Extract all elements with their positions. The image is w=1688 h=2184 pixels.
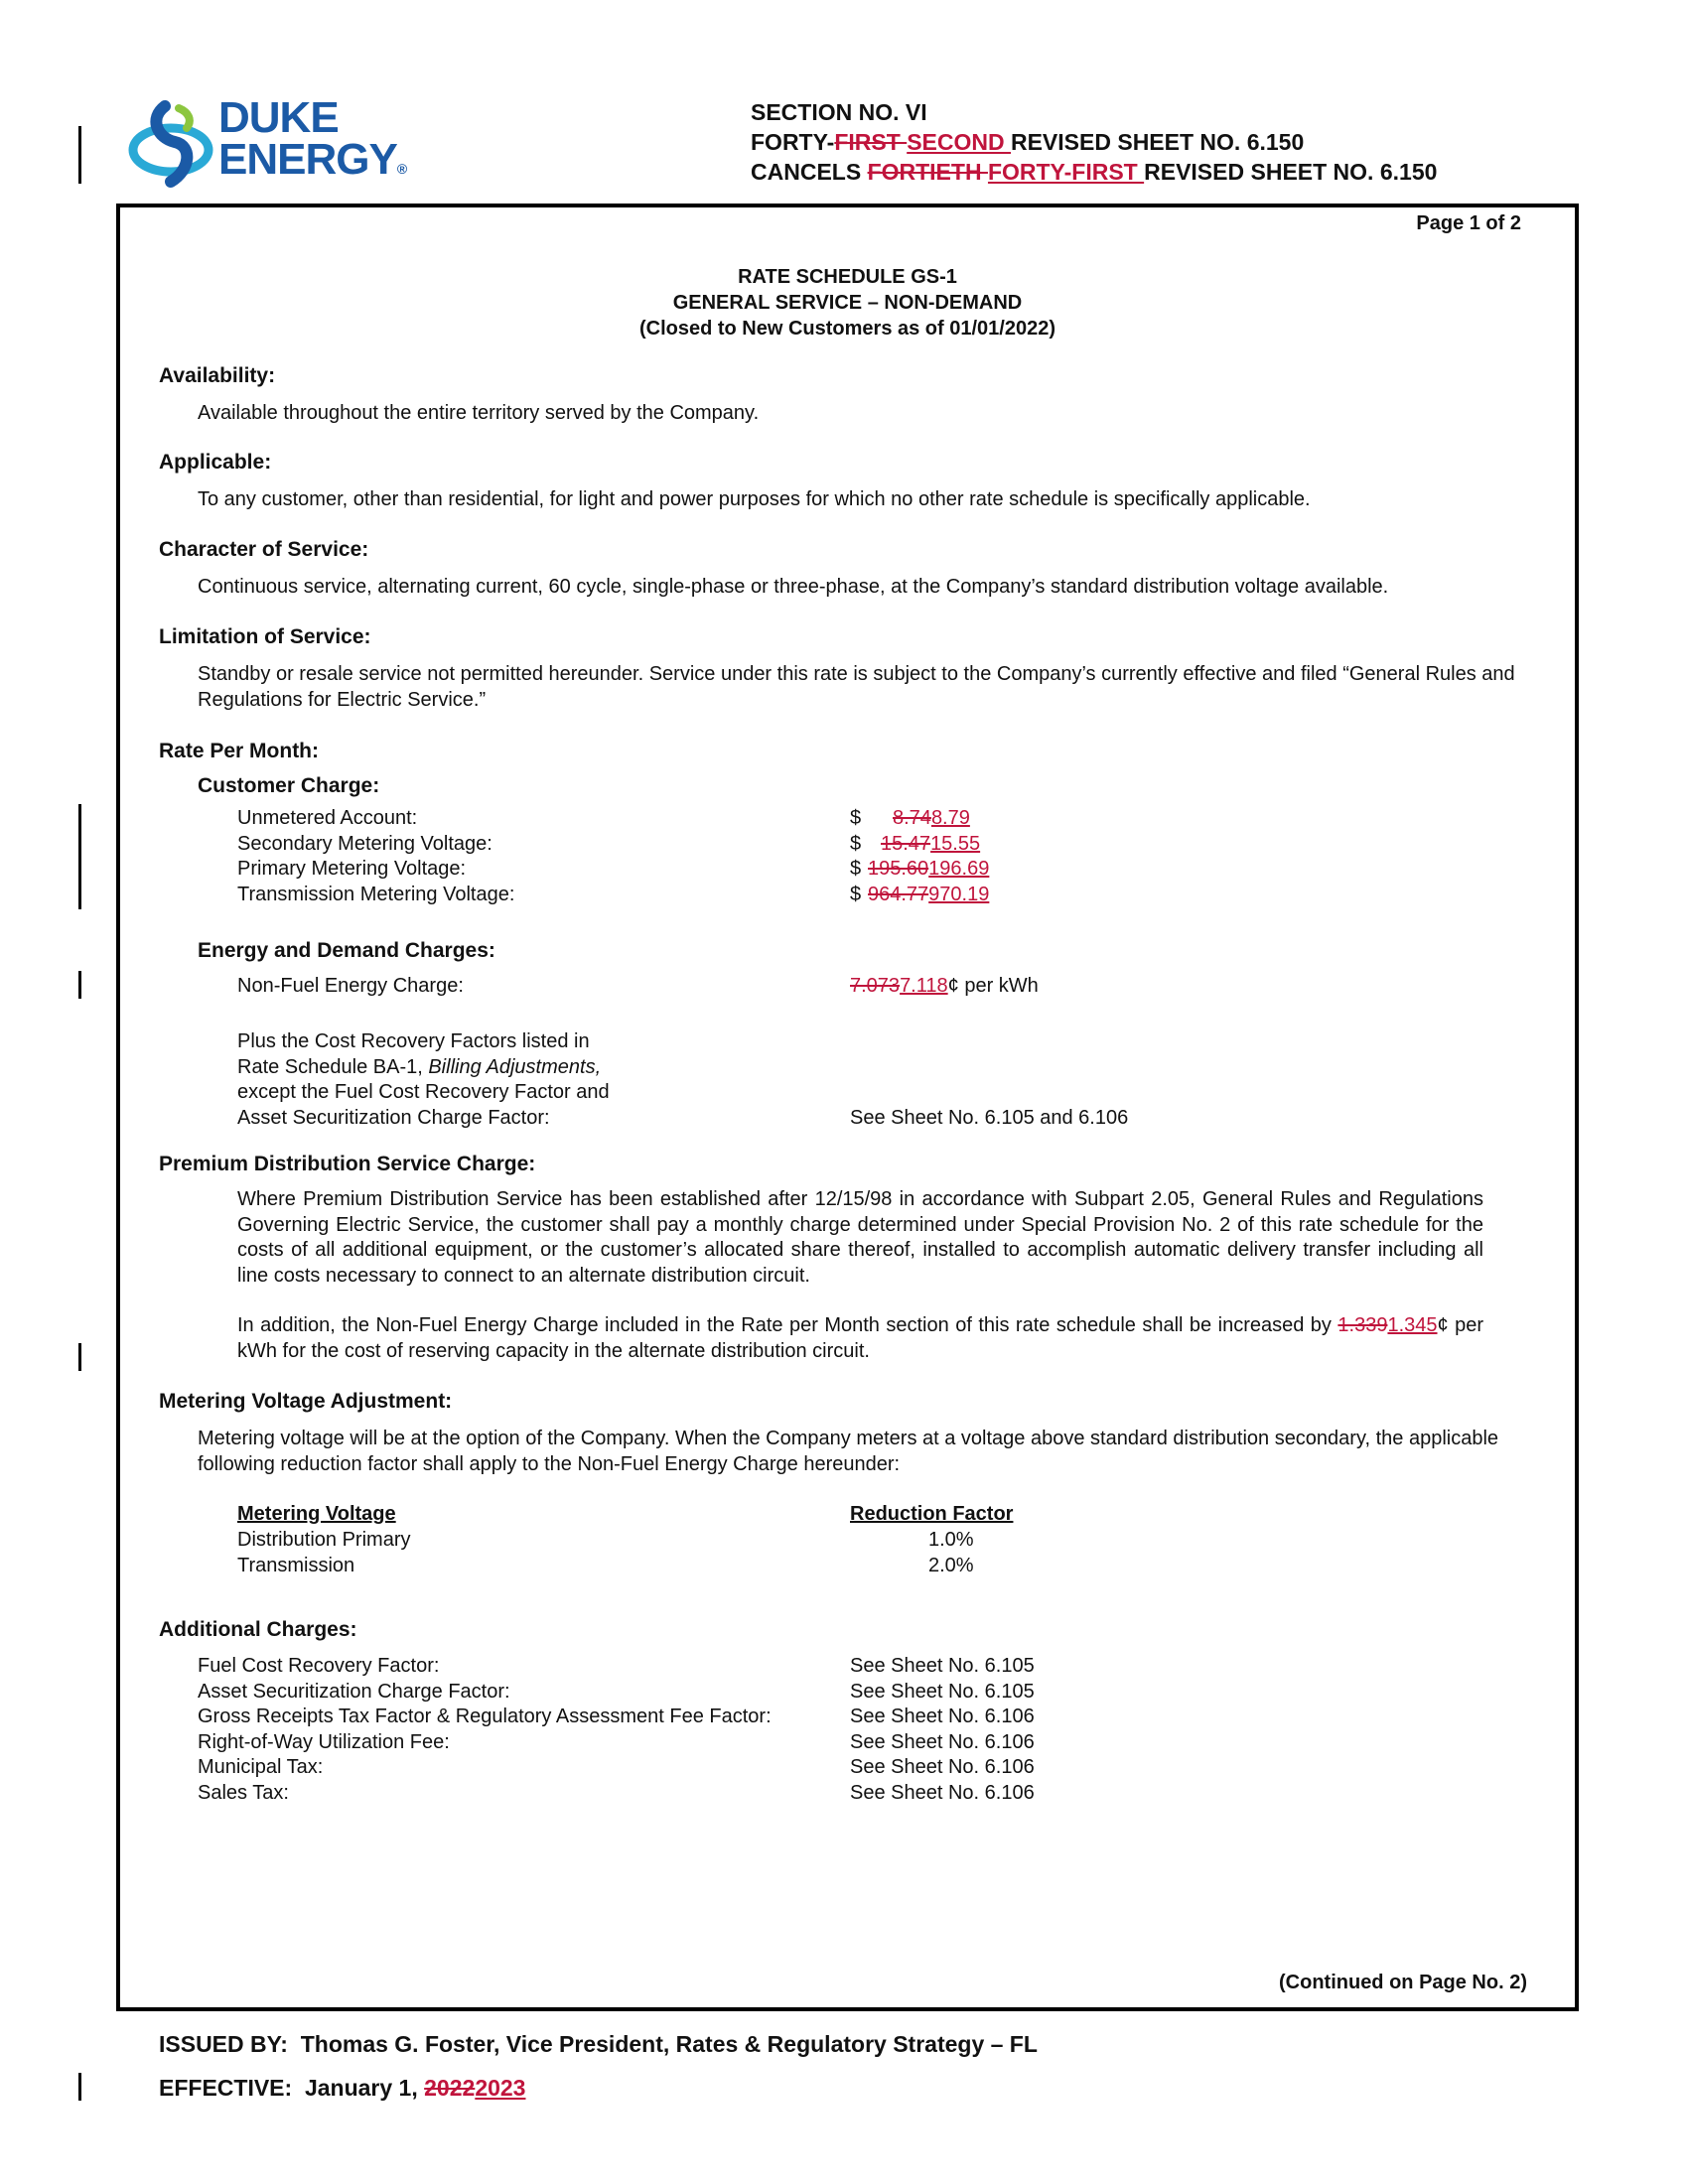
customer-charge-row [237,857,1131,883]
effective-date [159,2075,525,2102]
availability-heading: Availability: [159,364,276,387]
nonfuel-value [850,974,1039,1000]
metering-table-header [237,1502,1131,1528]
additional-row [198,1654,1191,1680]
rate-schedule-title [116,264,1579,341]
cost-recovery-line-2a: Rate Schedule BA-1, [237,1055,429,1078]
registered-mark: ® [396,161,407,177]
cost-recovery-note [237,1029,1131,1131]
charge-label: Unmetered Account: [237,807,418,829]
change-bar-customer-charge [78,804,81,909]
logo-line-2 [218,135,407,191]
change-bar-header [78,126,81,184]
charge-new-value: 15.55 [930,832,981,855]
premium-p2-b: ¢ per kWh for the cost of reserving capacity in the alternate distribution circuit. [237,1314,1483,1362]
col-reduction-factor: Reduction Factor [850,1503,1014,1525]
metering-heading: Metering Voltage Adjustment: [159,1390,453,1413]
metering-row [237,1528,1131,1554]
applicable-text: To any customer, other than residential, for light and power purposes for which no other rate schedule is specifically applicable. [198,488,1311,510]
charge-new-value: 196.69 [928,858,990,880]
additional-row [198,1730,1191,1756]
logo-line-2-text: ENERGY [218,135,397,184]
title-line-1: RATE SCHEDULE GS-1 [738,266,957,288]
revised-deleted: FIRST [834,129,908,155]
premium-paragraph-1: Where Premium Distribution Service has been established after 12/15/98 in accordance with Subpart 2.05, General Rules and Regulations Governing Electric Service, the customer shall pay a monthly charge determined under Special Provision No. 2 of this rate schedule for the costs of all additional equipment, or the customer’s allocated share thereof, installed to accomplish automatic delivery transfer including all line costs necessary to connect to an alternate distribution circuit. [237,1188,1483,1287]
change-bar-nonfuel [78,971,81,999]
customer-charge-row [237,883,1131,908]
rate-heading: Rate Per Month: [159,740,320,762]
nonfuel-new-value: 7.118 [900,975,948,997]
cost-recovery-line-4 [237,1106,1131,1132]
cancels-prefix: CANCELS [751,159,868,185]
charge-new-value: 970.19 [928,883,990,905]
logo-icon [127,98,218,190]
additional-row [198,1680,1191,1706]
revised-inserted: SECOND [907,129,1011,155]
charge-currency: $ [850,858,862,880]
title-line-3: (Closed to New Customers as of 01/01/2022) [638,318,1056,340]
metering-table [237,1502,1131,1578]
availability-text: Available throughout the entire territory served by the Company. [198,402,760,424]
effective-prefix: January 1, [304,2075,425,2101]
revised-prefix: FORTY- [751,129,835,155]
premium-heading: Premium Distribution Service Charge: [159,1153,536,1175]
applicable-heading: Applicable: [159,451,272,474]
metering-row [237,1554,1131,1579]
additional-value: See Sheet No. 6.105 [850,1655,1035,1677]
additional-row [198,1755,1191,1781]
cost-recovery-value: See Sheet No. 6.105 and 6.106 [850,1106,1129,1129]
revised-suffix: REVISED SHEET NO. 6.150 [1010,129,1305,155]
customer-charge-row [237,806,1131,832]
nonfuel-label: Non-Fuel Energy Charge: [237,975,464,997]
limitation-text: Standby or resale service not permitted hereunder. Service under this rate is subject to the Company’s currently effective and filed “General Rules and Regulations for Electric Service.” [198,663,1515,711]
metering-factor: 2.0% [928,1554,974,1576]
additional-value: See Sheet No. 6.106 [850,1730,1035,1753]
limitation-heading: Limitation of Service: [159,625,371,648]
charge-label: Secondary Metering Voltage: [237,832,492,855]
issued-value: Thomas G. Foster, Vice President, Rates & Regulatory Strategy – FL [300,2031,1038,2057]
effective-label: EFFECTIVE: [159,2075,293,2101]
sheet-header [751,97,1644,187]
additional-label: Right-of-Way Utilization Fee: [198,1730,450,1753]
charge-old-value: 964.77 [868,883,929,905]
additional-heading: Additional Charges: [159,1618,357,1641]
charge-currency: $ [850,807,862,829]
customer-charge-table [237,806,1131,907]
additional-label: Sales Tax: [198,1781,289,1804]
cancels-inserted: FORTY-FIRST [987,159,1145,185]
col-metering-voltage: Metering Voltage [237,1503,396,1525]
charge-value [868,857,989,883]
continued-note: (Continued on Page No. 2) [1279,1972,1527,1993]
additional-label: Fuel Cost Recovery Factor: [198,1655,440,1677]
cost-recovery-line-2b: Billing Adjustments, [428,1055,602,1078]
charge-currency: $ [850,883,862,905]
page-number: Page 1 of 2 [1416,212,1521,234]
charge-new-value: 8.79 [930,807,970,829]
cancels-line [751,157,1644,187]
energy-charges-heading: Energy and Demand Charges: [198,939,495,962]
additional-label: Gross Receipts Tax Factor & Regulatory Assessment Fee Factor: [198,1706,772,1727]
change-bar-effective [78,2073,81,2101]
cost-recovery-line-1: Plus the Cost Recovery Factors listed in [237,1030,590,1052]
nonfuel-unit: ¢ per kWh [947,975,1039,997]
title-line-2: GENERAL SERVICE – NON-DEMAND [672,292,1023,314]
section-number: SECTION NO. VI [751,99,927,125]
metering-voltage: Distribution Primary [237,1529,411,1551]
cost-recovery-line-2 [237,1055,1131,1081]
premium-paragraph-2 [237,1313,1483,1364]
premium-p2-old: 1.339 [1337,1314,1388,1336]
company-logo [127,94,425,194]
effective-old-year: 2022 [424,2075,476,2101]
charge-old-value: 15.47 [881,832,931,855]
additional-label: Asset Securitization Charge Factor: [198,1680,510,1703]
additional-value: See Sheet No. 6.106 [850,1781,1035,1804]
additional-row [198,1705,1191,1730]
premium-p2-a: In addition, the Non-Fuel Energy Charge included in the Rate per Month section of this rate schedule shall be increased by [237,1314,1338,1336]
metering-voltage: Transmission [237,1554,355,1576]
issued-by [159,2031,1038,2058]
additional-value: See Sheet No. 6.106 [850,1756,1035,1778]
cancels-suffix: REVISED SHEET NO. 6.150 [1144,159,1438,185]
charge-old-value: 8.74 [893,807,931,829]
cancels-deleted: FORTIETH [867,159,988,185]
customer-charge-heading: Customer Charge: [198,774,380,797]
nonfuel-energy-row [237,974,1131,1000]
nonfuel-old-value: 7.073 [850,975,901,997]
cost-recovery-line-4-label: Asset Securitization Charge Factor: [237,1106,550,1129]
premium-p2-new: 1.345 [1387,1314,1438,1336]
charge-label: Transmission Metering Voltage: [237,883,515,905]
logo-line-1: DUKE [218,93,339,142]
metering-text: Metering voltage will be at the option of the Company. When the Company meters at a voltage above standard distribution secondary, the applicable following reduction factor shall apply to the Non-Fuel Energy Charge hereunder: [198,1428,1499,1475]
character-heading: Character of Service: [159,538,369,561]
additional-table [198,1654,1191,1806]
charge-value [868,883,989,908]
change-bar-premium [78,1343,81,1371]
charge-value [893,806,970,832]
additional-row [198,1781,1191,1807]
charge-currency: $ [850,832,862,855]
additional-label: Municipal Tax: [198,1756,324,1778]
character-text: Continuous service, alternating current, 60 cycle, single-phase or three-phase, at the Company’s standard distribution voltage available. [198,576,1389,598]
charge-label: Primary Metering Voltage: [237,858,467,880]
customer-charge-row [237,832,1131,858]
cost-recovery-line-3: except the Fuel Cost Recovery Factor and [237,1081,610,1103]
charge-value [881,832,980,858]
revised-sheet-line [751,127,1644,157]
additional-value: See Sheet No. 6.105 [850,1680,1035,1703]
additional-value: See Sheet No. 6.106 [850,1706,1035,1727]
metering-factor: 1.0% [928,1529,974,1551]
issued-label: ISSUED BY: [159,2031,288,2057]
charge-old-value: 195.60 [868,858,929,880]
effective-new-year: 2023 [475,2075,526,2101]
